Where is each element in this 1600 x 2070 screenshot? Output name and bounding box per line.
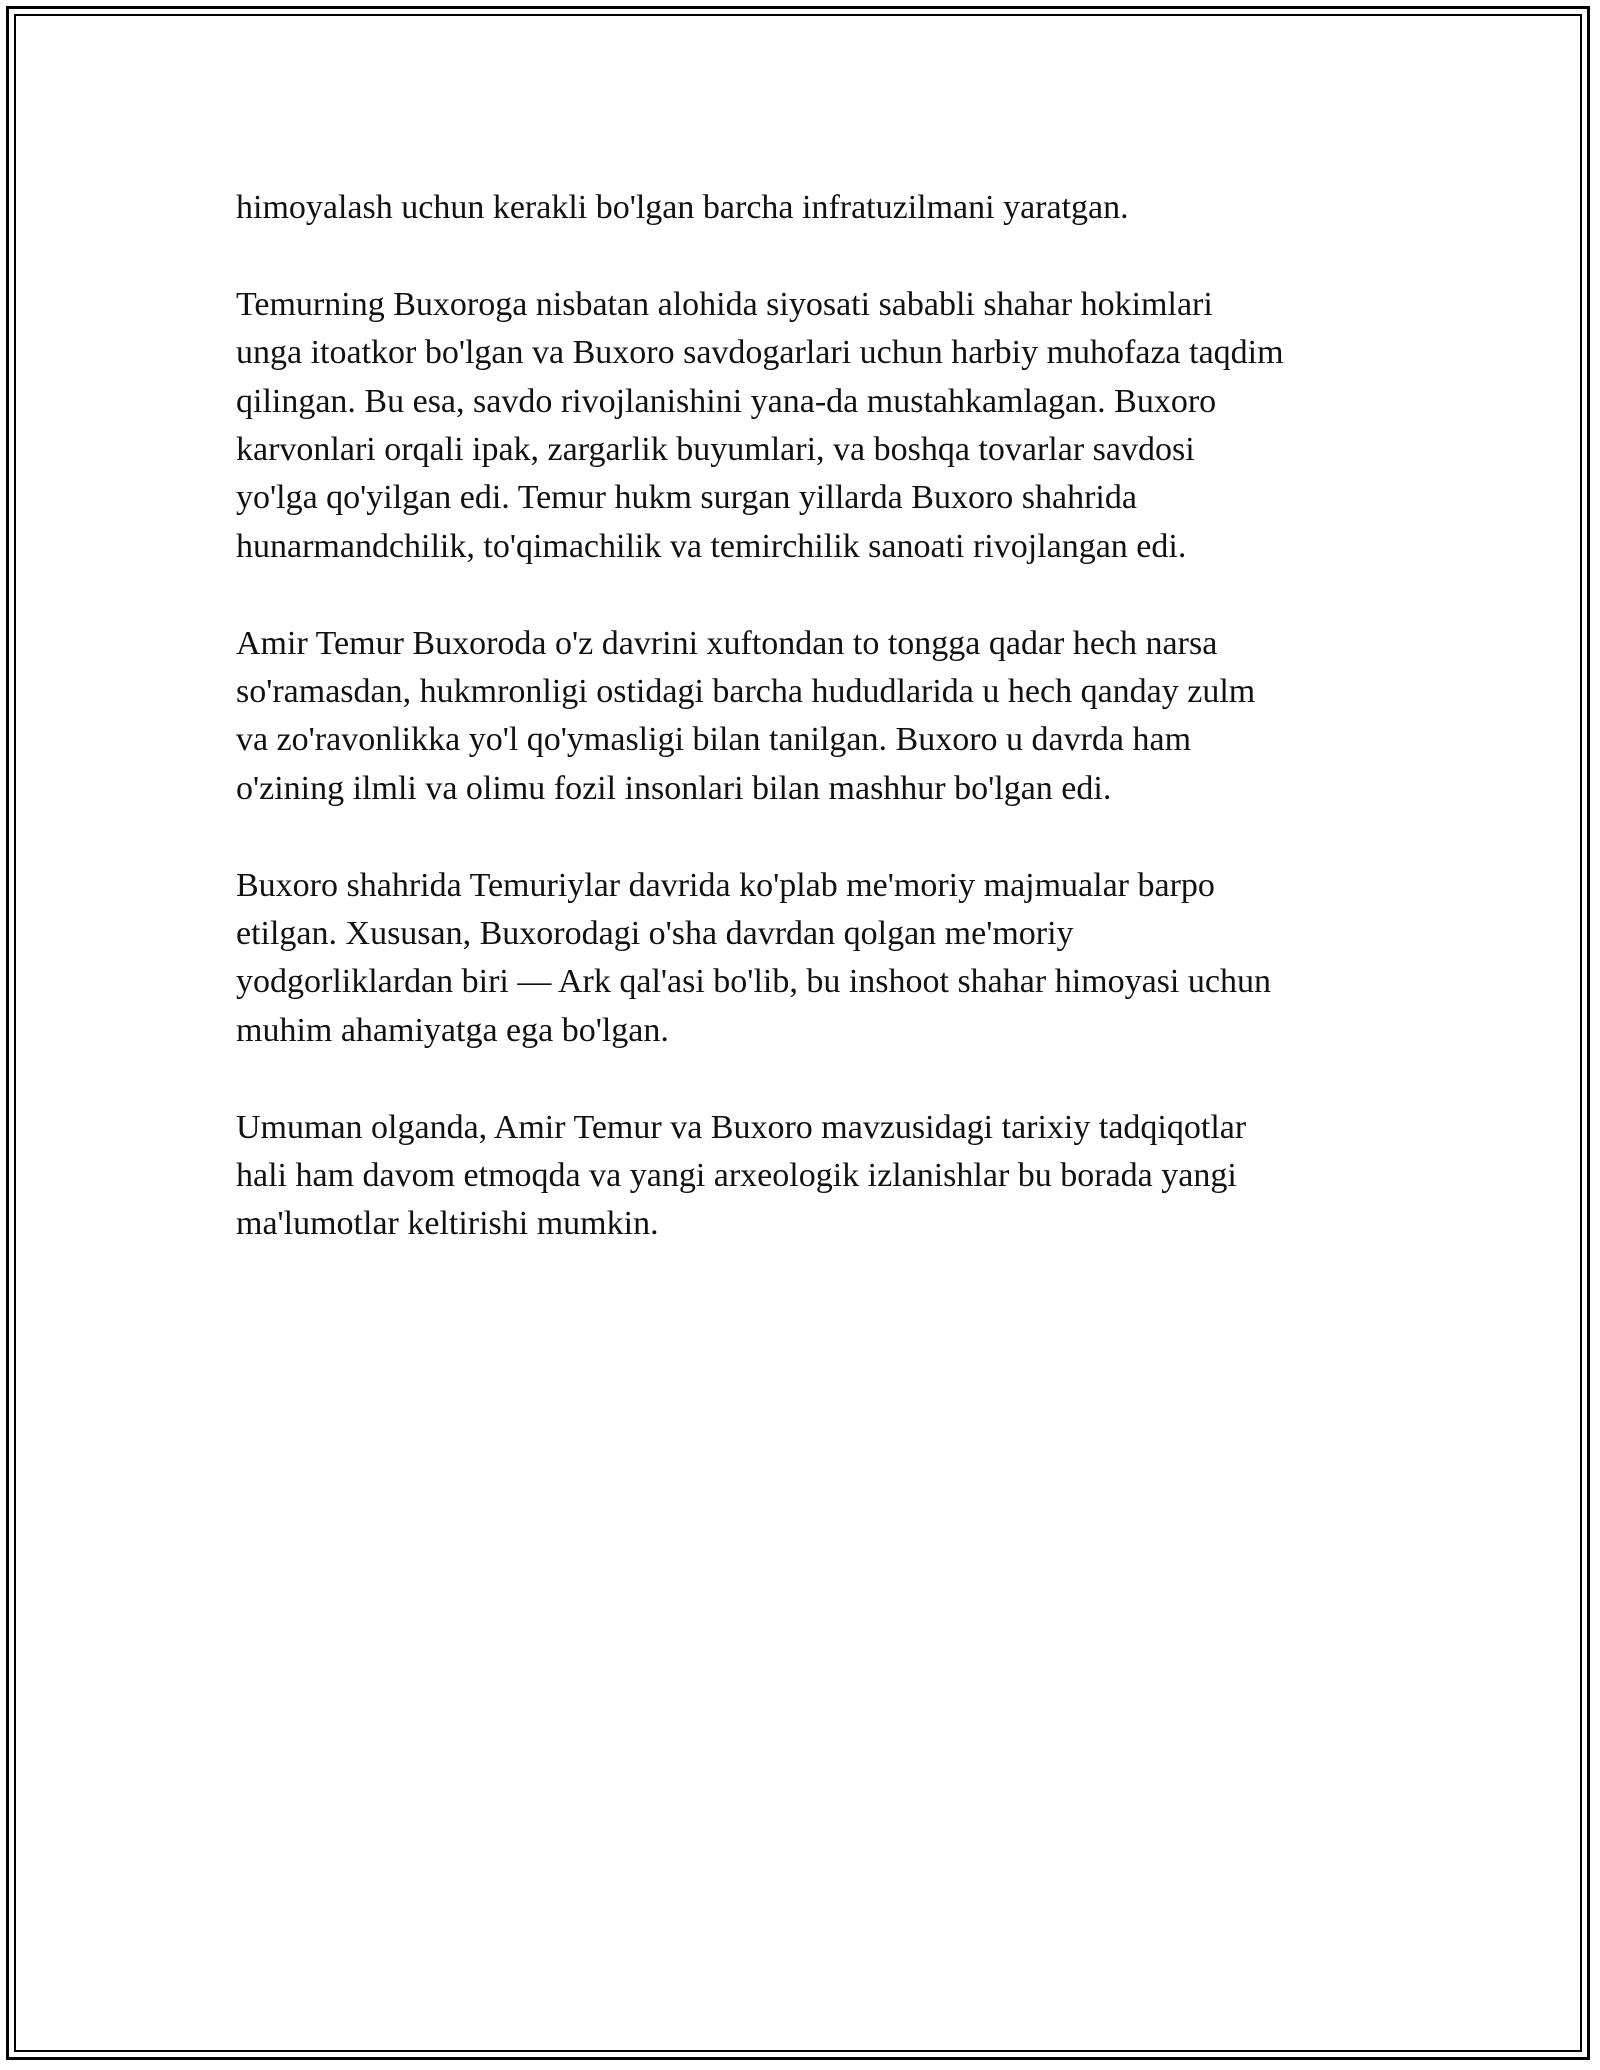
text-line: muhim ahamiyatga ega bo'lgan. [236,1011,669,1049]
paragraph-1 [236,184,1376,232]
text-line: qilingan. Bu esa, savdo rivojlanishini yana-da mustahkamlagan. Buxoro [236,382,1217,420]
text-line: Amir Temur Buxoroda o'z davrini xuftondan to tongga qadar hech narsa [236,624,1218,662]
text-line: himoyalash uchun kerakli bo'lgan barcha infratuzilmani yaratgan. [236,189,1129,226]
text-line: o'zining ilmli va olimu fozil insonlari bilan mashhur bo'lgan edi. [236,769,1112,807]
text-line: so'ramasdan, hukmronligi ostidagi barcha hududlarida u hech qanday zulm [236,673,1256,711]
text-line: va zo'ravonlikka yo'l qo'ymasligi bilan tanilgan. Buxoro u davrda ham [236,721,1192,759]
paragraph-3 [236,620,1376,814]
text-line: hunarmandchilik, to'qimachilik va temirchilik sanoati rivojlangan edi. [236,527,1187,565]
text-line: ma'lumotlar keltirishi mumkin. [236,1205,659,1243]
document-body [236,184,1376,1297]
text-line: etilgan. Xususan, Buxorodagi o'sha davrdan qolgan me'moriy [236,915,1074,953]
text-line: karvonlari orqali ipak, zargarlik buyumlari, va boshqa tovarlar savdosi [236,431,1195,469]
paragraph-5 [236,1104,1376,1249]
text-line: yo'lga qo'yilgan edi. Temur hukm surgan yillarda Buxoro shahrida [236,479,1137,517]
paragraph-2 [236,281,1376,571]
text-line: Temurning Buxoroga nisbatan alohida siyosati sababli shahar hokimlari [236,285,1213,323]
text-line: hali ham davom etmoqda va yangi arxeologik izlanishlar bu borada yangi [236,1157,1237,1195]
text-line: yodgorliklardan biri — Ark qal'asi bo'lib, bu inshoot shahar himoyasi uchun [236,963,1271,1001]
text-line: unga itoatkor bo'lgan va Buxoro savdogarlari uchun harbiy muhofaza taqdim [236,334,1284,372]
text-line: Umuman olganda, Amir Temur va Buxoro mavzusidagi tarixiy tadqiqotlar [236,1108,1247,1146]
paragraph-4 [236,862,1376,1056]
text-line: Buxoro shahrida Temuriylar davrida ko'plab me'moriy majmualar barpo [236,866,1215,904]
